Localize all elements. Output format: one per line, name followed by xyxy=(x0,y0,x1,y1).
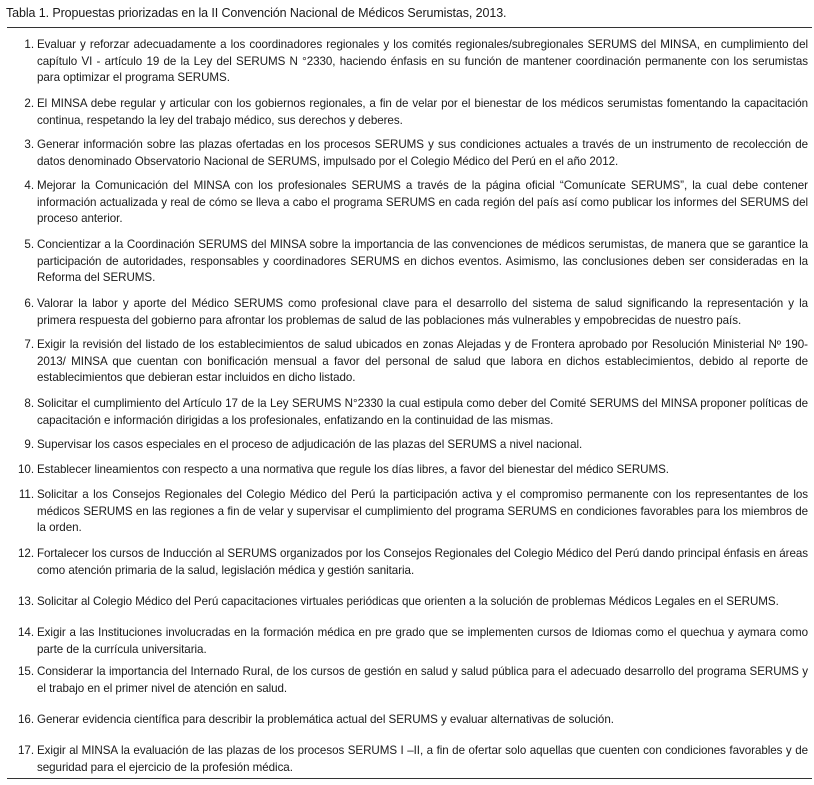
list-item xyxy=(12,178,808,228)
list-item xyxy=(12,96,808,129)
item-number: 14. xyxy=(18,626,34,639)
caption-year: 2013. xyxy=(475,6,507,20)
list-item xyxy=(12,546,808,579)
list-item xyxy=(12,712,808,729)
caption-title: Propuestas priorizadas en la II Convención Nacional de Médicos Serumistas, xyxy=(48,6,476,20)
list-item xyxy=(12,37,808,87)
item-number: 5. xyxy=(24,238,34,251)
item-text: Solicitar al Colegio Médico del Perú capacitaciones virtuales periódicas que orienten a la solución de problemas Médicos Legales en el SERUMS. xyxy=(37,595,779,608)
list-item xyxy=(12,137,808,170)
list-item xyxy=(12,594,808,611)
item-number: 12. xyxy=(18,547,34,560)
list-item xyxy=(12,296,808,329)
item-text: Generar evidencia científica para describir la problemática actual del SERUMS y evaluar alternativas de solución. xyxy=(37,713,614,726)
caption-prefix: Tabla 1. xyxy=(6,6,49,20)
item-text: Concientizar a la Coordinación SERUMS del MINSA sobre la importancia de las convenciones de médicos serumistas, de manera que se garantice la participación de autoridades, responsables y coordinadores SERUMS en dichos eventos. Asimismo, las conclusiones deben ser consideradas en la Reforma del SERUMS. xyxy=(37,238,808,285)
item-text: Generar información sobre las plazas ofertadas en los procesos SERUMS y sus condiciones actuales a través de un instrumento de recolección de datos denominado Observatorio Nacional de SERUMS, impulsado por el Colegio Médico del Perú en el año 2012. xyxy=(37,138,808,168)
item-number: 9. xyxy=(24,438,34,451)
item-number: 15. xyxy=(18,665,34,678)
item-text: Considerar la importancia del Internado Rural, de los cursos de gestión en salud y salud pública para el adecuado desarrollo del programa SERUMS y el trabajo en el primer nivel de atención en salud. xyxy=(37,665,808,695)
item-text: Exigir la revisión del listado de los establecimientos de salud ubicados en zonas Alejadas y de Frontera aprobado por Resolución Ministerial Nº 190-2013/ MINSA que cuentan con bonificación mensual a favor del personal de salud que labora en dichos establecimientos, debido al reporte de establecimientos que debieran estar incluidos en dicho listado. xyxy=(37,338,808,385)
item-number: 13. xyxy=(18,595,34,608)
item-number: 11. xyxy=(18,488,34,501)
list-item xyxy=(12,743,808,776)
item-text: Solicitar el cumplimiento del Artículo 17 de la Ley SERUMS N°2330 la cual estipula como deber del Comité SERUMS del MINSA proponer políticas de capacitación e información dirigidas a los profesionales, enfatizando en la continuidad de las mismas. xyxy=(37,397,808,427)
item-number: 2. xyxy=(24,97,34,110)
item-text: Evaluar y reforzar adecuadamente a los coordinadores regionales y los comités regionales/subregionales SERUMS del MINSA, en cumplimiento del capítulo VI - artículo 19 de la Ley del SERUMS N °2330, haciendo énfasis en su función de mantener coordinación permanente con los serumistas para optimizar el programa SERUMS. xyxy=(37,38,808,85)
item-number: 1. xyxy=(24,38,34,51)
list-item xyxy=(12,237,808,287)
item-text: Valorar la labor y aporte del Médico SERUMS como profesional clave para el desarrollo del sistema de salud significando la representación y la primera respuesta del gobierno para afrontar los problemas de salud de las poblaciones más vulnerables y empobrecidas de nuestro país. xyxy=(37,297,808,327)
item-number: 16. xyxy=(18,713,34,726)
item-text: El MINSA debe regular y articular con los gobiernos regionales, a fin de velar por el bienestar de los médicos serumistas fomentando la capacitación continua, respetando la ley del trabajo médico, sus derechos y deberes. xyxy=(37,97,808,127)
bottom-rule xyxy=(7,778,812,779)
item-text: Exigir al MINSA la evaluación de las plazas de los procesos SERUMS I –II, a fin de ofertar solo aquellas que cuenten con condiciones favorables y de seguridad para el ejercicio de la profesión médica. xyxy=(37,744,808,774)
list-item xyxy=(12,437,808,454)
item-number: 7. xyxy=(24,338,34,351)
item-number: 4. xyxy=(24,179,34,192)
list-item xyxy=(12,462,808,479)
list-item xyxy=(12,487,808,537)
top-rule xyxy=(7,27,812,28)
item-number: 6. xyxy=(24,297,34,310)
item-number: 3. xyxy=(24,138,34,151)
item-text: Solicitar a los Consejos Regionales del Colegio Médico del Perú la participación activa y el compromiso permanente con los representantes de los médicos SERUMS en las regiones a fin de velar y supervisar el cumplimiento del programa SERUMS en condiciones favorables para los miembros de la orden. xyxy=(37,488,808,535)
item-number: 17. xyxy=(18,744,34,757)
list-item xyxy=(12,664,808,697)
item-text: Fortalecer los cursos de Inducción al SERUMS organizados por los Consejos Regionales del Colegio Médico del Perú dando principal énfasis en áreas como atención primaria de la salud, legislación médica y gestión sanitaria. xyxy=(37,547,808,577)
item-text: Supervisar los casos especiales en el proceso de adjudicación de las plazas del SERUMS a nivel nacional. xyxy=(37,438,583,451)
list-item xyxy=(12,396,808,429)
item-text: Exigir a las Instituciones involucradas en la formación médica en pre grado que se implementen cursos de Idiomas como el quechua y aymara como parte de la currícula universitaria. xyxy=(37,626,808,656)
item-number: 8. xyxy=(24,397,34,410)
list-item xyxy=(12,337,808,387)
list-item xyxy=(12,625,808,658)
item-number: 10. xyxy=(18,463,34,476)
item-text: Mejorar la Comunicación del MINSA con los profesionales SERUMS a través de la página oficial “Comunícate SERUMS”, la cual debe contener información actualizada y real de cómo se lleva a cabo el programa SERUMS en cada región del país así como publicar los informes del SERUMS del proceso anterior. xyxy=(37,179,808,226)
item-text: Establecer lineamientos con respecto a una normativa que regule los días libres, a favor del bienestar del médico SERUMS. xyxy=(37,463,669,476)
table-caption xyxy=(6,5,506,21)
